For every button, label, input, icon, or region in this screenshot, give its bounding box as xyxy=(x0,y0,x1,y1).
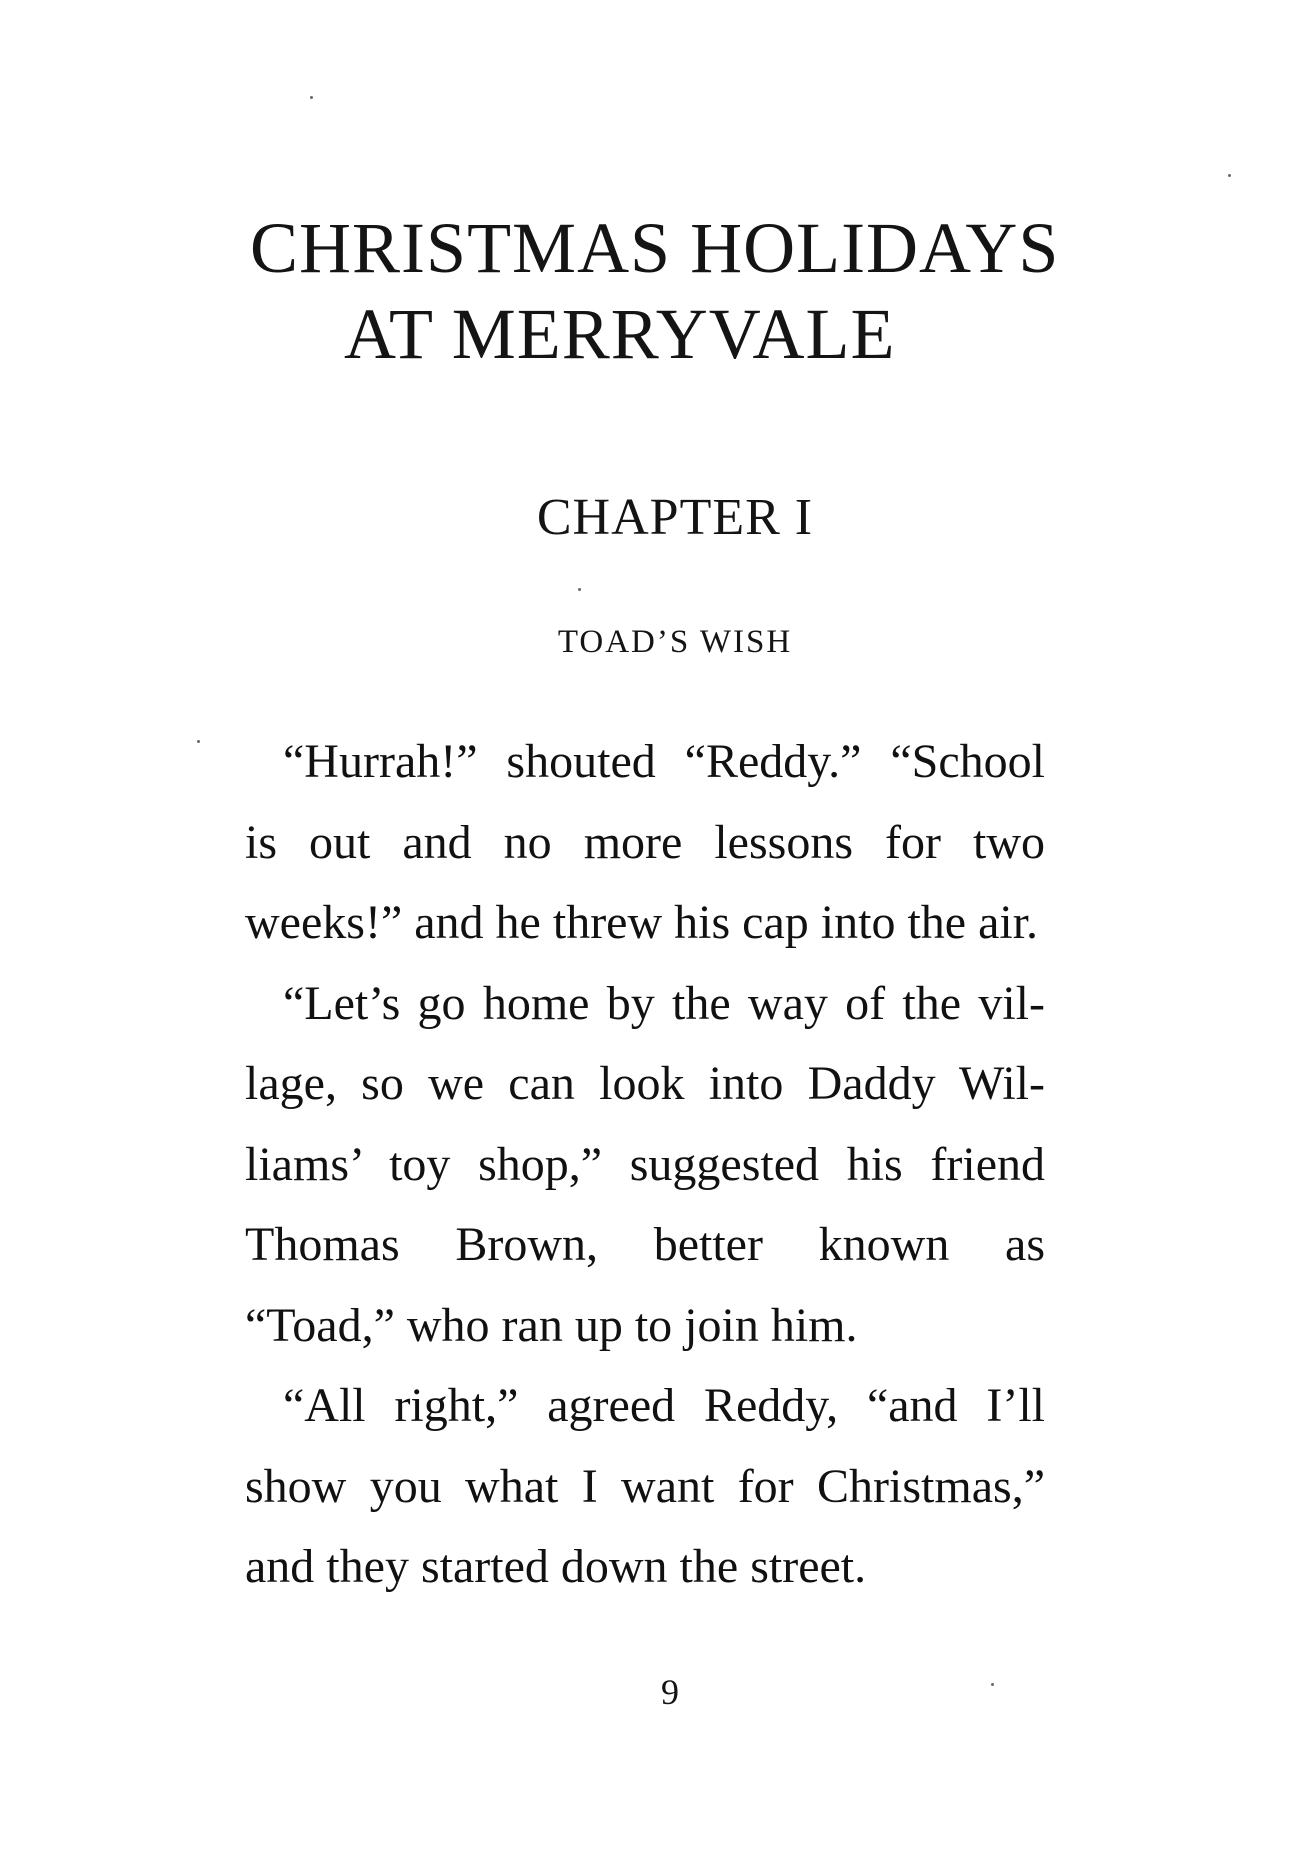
body-line: weeks!” and he threw his cap into the air. xyxy=(245,896,1039,949)
scan-speck xyxy=(578,588,581,591)
chapter-title: TOAD’S WISH xyxy=(557,624,793,660)
body-line: and they started down the street. xyxy=(245,1540,867,1593)
body-line: is out and no more lessons for two xyxy=(245,815,1045,869)
body-line: Thomas Brown, better known as xyxy=(245,1218,1045,1271)
body-line: show you what I want for Christmas,” xyxy=(245,1459,1045,1513)
scan-speck xyxy=(310,96,313,99)
body-line: lage, so we can look into Daddy Wil- xyxy=(245,1057,1045,1110)
body-line: liams’ toy shop,” suggested his friend xyxy=(245,1137,1045,1191)
body-line: “Hurrah!” shouted “Reddy.” “School xyxy=(283,735,1045,788)
body-text xyxy=(245,722,1045,1608)
book-title-line-1: CHRISTMAS HOLIDAYS xyxy=(250,208,1060,288)
body-line: “All right,” agreed Reddy, “and I’ll xyxy=(283,1379,1045,1432)
scan-speck xyxy=(991,1683,994,1686)
scan-speck xyxy=(1228,174,1231,177)
book-title-line-2: AT MERRYVALE xyxy=(344,294,896,374)
scan-speck xyxy=(197,740,200,743)
body-line: “Toad,” who ran up to join him. xyxy=(245,1298,858,1352)
chapter-heading: CHAPTER I xyxy=(536,489,814,546)
body-line: “Let’s go home by the way of the vil- xyxy=(283,976,1045,1030)
page-number: 9 xyxy=(661,1672,679,1712)
book-title xyxy=(250,205,1250,377)
